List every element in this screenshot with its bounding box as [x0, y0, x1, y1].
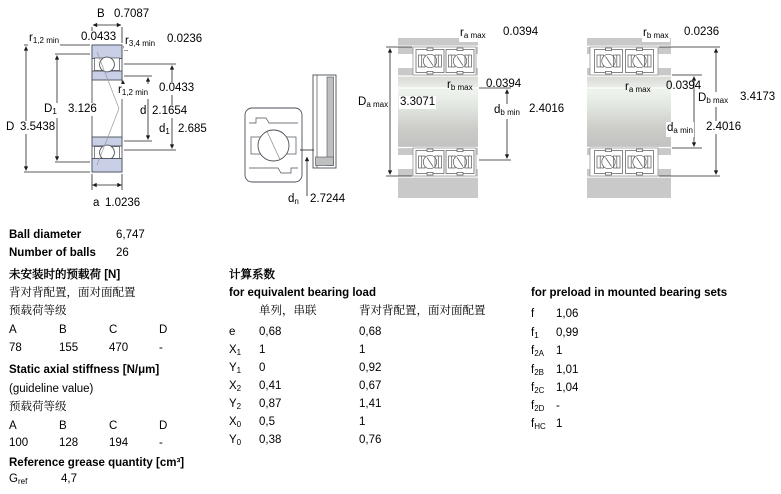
factor-value-2: 1 — [359, 344, 366, 356]
stiffness-val-B: 128 — [59, 437, 79, 449]
mounted-bearing-set-diagram-right — [575, 20, 781, 200]
preload-factor-symbol: $f_{2D}$ — [531, 400, 545, 413]
factors-col2-header: 背对背配置，面对面配置 — [359, 305, 486, 317]
dim-d-symbol: d — [139, 105, 147, 120]
factor-symbol: $X_1$ — [229, 344, 242, 357]
dim-rb-max-right-symbol: $r_{b max}$ — [643, 27, 669, 40]
dim-db-min-symbol: $d_{b min}$ — [494, 104, 520, 117]
dim-Da-max-symbol: $D_{a max}$ — [358, 96, 389, 109]
dim-Da-max-value: 3.3071 — [400, 96, 436, 108]
preload-factor-value: 1 — [556, 345, 563, 357]
dim-D1-symbol: $D_1$ — [44, 103, 57, 116]
dim-d1-symbol: $d_1$ — [159, 123, 170, 136]
factor-symbol: $Y_1$ — [229, 362, 242, 375]
preload-section-title: 未安装时的预载荷 [N] — [9, 269, 121, 281]
dim-Db-max-value: 3.4173 — [740, 91, 776, 103]
factor-symbol: $X_2$ — [229, 380, 242, 393]
dim-r34min-symbol: $r_{3,4 min}$ — [125, 35, 156, 48]
ball-diameter-value: 6,747 — [116, 229, 145, 241]
preload-factor-value: 1,06 — [556, 308, 579, 320]
preload-val-D: - — [159, 342, 163, 354]
dim-r12min-symbol: $r_{1,2 min}$ — [29, 32, 60, 45]
dim-db-min-value: 2.4016 — [529, 103, 565, 115]
dim-ra-max-left-value: 0.0394 — [503, 26, 539, 38]
preload-col-D: D — [159, 324, 168, 336]
stiffness-col-A: A — [9, 420, 17, 432]
ball-diameter-label: Ball diameter — [9, 229, 82, 241]
dim-ra-max-right-symbol: $r_{a max}$ — [625, 81, 651, 94]
dim-D-value: 3.5438 — [20, 121, 56, 133]
factor-value-1: 1 — [259, 344, 266, 356]
factor-symbol: $Y_0$ — [229, 434, 242, 447]
preload-factor-symbol: $f_{2C}$ — [531, 382, 545, 395]
dim-dn-symbol: $d_n$ — [288, 193, 299, 206]
factor-value-2: 0,68 — [359, 326, 382, 338]
dim-rb-max-right-value: 0.0236 — [684, 26, 720, 38]
factor-value-2: 0,92 — [359, 362, 382, 374]
dim-r12min-inner-symbol: $r_{1,2 min}$ — [118, 84, 149, 97]
dim-d1-value: 2.685 — [178, 123, 207, 135]
preload-val-A: 78 — [9, 342, 22, 354]
dim-ra-max-right-value: 0.0394 — [666, 80, 702, 92]
dim-B-value: 0.7087 — [114, 8, 150, 20]
equivalent-load-subtitle: for equivalent bearing load — [229, 287, 376, 299]
dim-da-min-value: 2.4016 — [706, 121, 742, 133]
factor-value-1: 0,38 — [259, 434, 282, 446]
dim-rb-max-left-symbol: $r_{b max}$ — [447, 79, 473, 92]
dim-D-symbol: D — [5, 121, 15, 136]
preload-val-C: 470 — [109, 342, 129, 354]
preload-factor-symbol: $f_{HC}$ — [531, 418, 546, 431]
dim-dn-value: 2.7244 — [310, 193, 346, 205]
preload-factor-symbol: $f_{2B}$ — [531, 364, 544, 377]
grease-section-title: Reference grease quantity [cm³] — [9, 457, 185, 469]
stiffness-class-note: 预载荷等级 — [9, 401, 67, 413]
number-of-balls-value: 26 — [116, 247, 129, 259]
preload-factors-title: for preload in mounted bearing sets — [531, 287, 728, 299]
factor-symbol: e — [228, 326, 236, 341]
stiffness-col-D: D — [159, 420, 168, 432]
factor-value-2: 0,67 — [359, 380, 382, 392]
dim-B-symbol: B — [96, 8, 106, 23]
stiffness-guideline-note: (guideline value) — [9, 383, 94, 395]
preload-factor-symbol: $f_{2A}$ — [531, 345, 544, 358]
dim-rb-max-left-value: 0.0394 — [486, 78, 522, 90]
preload-factor-value: 1 — [556, 418, 563, 430]
preload-class-note: 预载荷等级 — [9, 305, 67, 317]
preload-col-B: B — [59, 324, 67, 336]
dim-d-value: 2.1654 — [152, 105, 188, 117]
factor-value-1: 0,68 — [259, 326, 282, 338]
factors-col1-header: 单列，串联 — [259, 305, 317, 317]
preload-factor-symbol: $f_1$ — [531, 327, 539, 340]
factor-value-1: 0,5 — [259, 416, 275, 428]
dim-a-value: 1.0236 — [105, 197, 141, 209]
preload-factor-symbol: f — [530, 308, 535, 323]
dim-r12min-value: 0.0433 — [81, 31, 117, 43]
factor-symbol: $Y_2$ — [229, 398, 242, 411]
dim-da-min-symbol: $d_{a min}$ — [667, 122, 693, 135]
preload-col-A: A — [9, 324, 17, 336]
dim-ra-max-left-symbol: $r_{a max}$ — [460, 27, 486, 40]
stiffness-val-C: 194 — [109, 437, 129, 449]
factor-value-2: 0,76 — [359, 434, 382, 446]
preload-factor-value: 1,04 — [556, 382, 579, 394]
preload-col-C: C — [109, 324, 118, 336]
dim-r34min-value: 0.0236 — [167, 33, 203, 45]
grease-symbol: $G_{ref}$ — [9, 473, 28, 486]
factor-value-2: 1 — [359, 416, 366, 428]
preload-factor-value: 0,99 — [556, 327, 579, 339]
factor-value-1: 0,41 — [259, 380, 282, 392]
stiffness-col-B: B — [59, 420, 67, 432]
preload-arrangement-note: 背对背配置，面对面配置 — [9, 287, 136, 299]
stiffness-col-C: C — [109, 420, 118, 432]
stiffness-val-A: 100 — [9, 437, 29, 449]
number-of-balls-label: Number of balls — [9, 247, 96, 259]
bearing-and-sleeve-diagram — [230, 60, 360, 208]
factor-value-1: 0 — [259, 362, 266, 374]
factor-value-2: 1,41 — [359, 398, 382, 410]
dim-Db-max-symbol: $D_{b max}$ — [698, 92, 729, 105]
factor-symbol: $X_0$ — [229, 416, 242, 429]
preload-factor-value: 1,01 — [556, 364, 579, 376]
preload-val-B: 155 — [59, 342, 79, 354]
dim-a-symbol: a — [92, 197, 100, 212]
factor-value-1: 0,87 — [259, 398, 282, 410]
preload-factor-value: - — [556, 400, 560, 412]
calculation-factors-title: 计算系数 — [229, 269, 275, 281]
grease-value: 4,7 — [61, 473, 77, 485]
stiffness-val-D: - — [159, 437, 163, 449]
stiffness-section-title: Static axial stiffness [N/μm] — [9, 364, 160, 376]
dim-r12min-inner-value: 0.0433 — [159, 82, 195, 94]
dim-D1-value: 3.126 — [68, 103, 97, 115]
